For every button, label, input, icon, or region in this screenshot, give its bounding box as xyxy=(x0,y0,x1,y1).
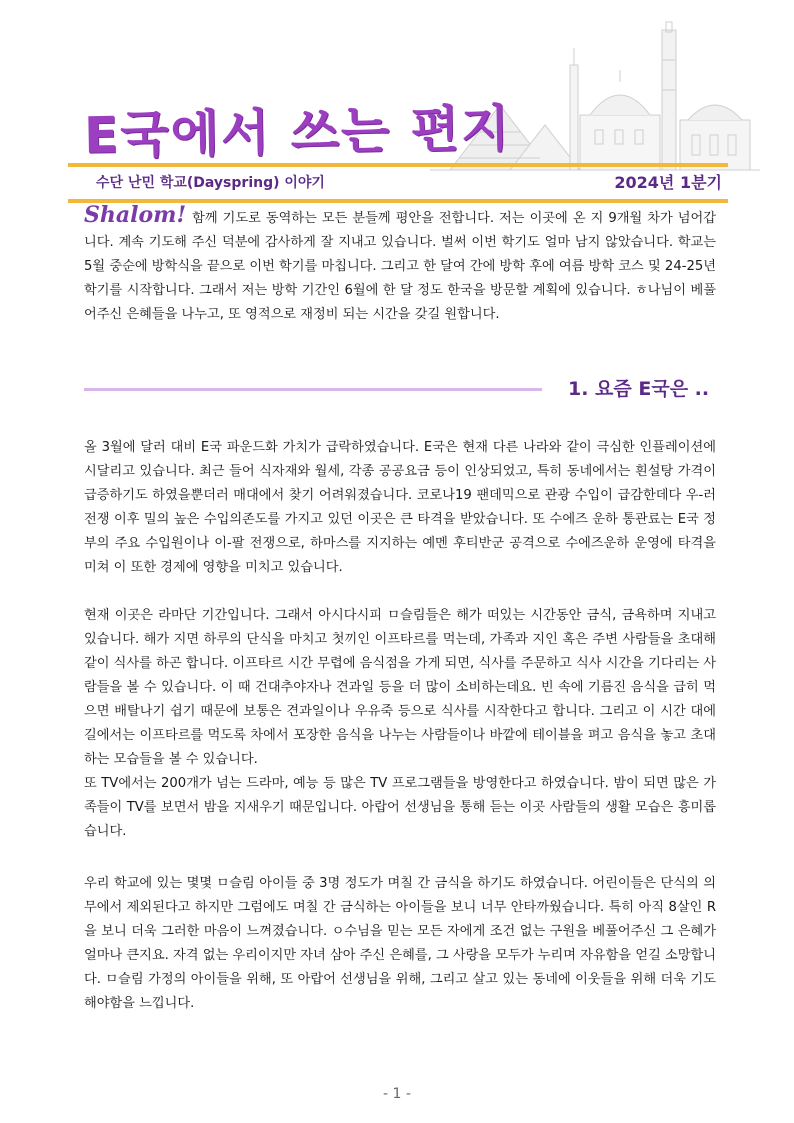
paragraph-ramadan: 현재 이곳은 라마단 기간입니다. 그래서 아시다시피 ㅁ슬림들은 해가 떠있는 시간동안 금식, 금욕하며 지내고 있습니다. 해가 지면 하루의 단식을 마치고 첫끼인 이프타르를 먹는데, 가족과 지인 혹은 주변 사람들을 초대해 같이 식사를 하곤 합니다. 이프타르 시간 무렵에 음식점을 가게 되면, 식사를 주문하고 식사 시간을 기다리는 사람들을 볼 수 있습니다. 이 때 건대추야자나 견과일 등을 더 많이 소비하는데요. 빈 속에 기름진 음식을 급히 먹으면 배탈나기 쉽기 때문에 보통은 견과일이나 우유죽 등으로 식사를 시작한다고 합니다. 그리고 이 시간 대에 길에서는 이프타르를 먹도록 차에서 포장한 음식을 나누는 사람들이나 바깥에 테이블을 펴고 음식을 놓고 초대하는 모습들을 볼 수 있습니다. xyxy=(84,608,716,767)
newsletter-title: E국에서 쓰는 편지 xyxy=(83,99,512,165)
masthead xyxy=(0,0,794,200)
school-subtitle: 수단 난민 학교(Dayspring) 이야기 xyxy=(96,175,325,191)
intro-text: 함께 기도로 동역하는 모든 분들께 평안을 전합니다. 저는 이곳에 온 지 9개월 차가 넘어갑니다. 계속 기도해 주신 덕분에 감사하게 잘 지내고 있습니다. 벌써 이번 학기도 얼마 남지 않았습니다. 학교는 5월 중순에 방학식을 끝으로 이번 학기를 마칩니다. 그리고 한 달여 간에 방학 후에 여름 방학 코스 및 24-25년 학기를 시작합니다. 그래서 저는 방학 기간인 6월에 한 달 정도 한국을 방문할 계획에 있습니다. ㅎ나님이 베풀어주신 은혜들을 나누고, 또 영적으로 재정비 되는 시간을 갖길 원합니다. xyxy=(84,211,716,322)
paragraph-economy: 올 3월에 달러 대비 E국 파운드화 가치가 급락하였습니다. E국은 현재 다른 나라와 같이 극심한 인플레이션에 시달리고 있습니다. 최근 들어 식자재와 월세, 각종 공공요금 등이 인상되었고, 특히 동네에서는 흰설탕 가격이 급증하기도 하였을뿐더러 매대에서 찾기 어려워졌습니다. 코로나19 팬데믹으로 관광 수입이 급감한데다 우-러 전쟁 이후 밀의 높은 수입의존도를 가지고 있던 이곳은 큰 타격을 받았습니다. 또 수에즈 운하 통관료는 E국 정부의 주요 수입원이나 이-팔 전쟁으로, 하마스를 지지하는 예멘 후티반군 공격으로 수에즈운하 운영에 타격을 미쳐 이 또한 경제에 영향을 미치고 있습니다. xyxy=(84,440,716,575)
issue-label: 2024년 1분기 xyxy=(614,173,722,192)
intro-paragraph xyxy=(84,203,716,327)
greeting: Shalom! xyxy=(84,202,187,228)
section-divider xyxy=(84,388,542,391)
header-band xyxy=(68,163,728,203)
paragraph-tv: 또 TV에서는 200개가 넘는 드라마, 예능 등 많은 TV 프로그램들을 방영한다고 하였습니다. 밤이 되면 많은 가족들이 TV를 보면서 밤을 지새우기 때문입니다. 아랍어 선생님을 통해 듣는 이곳 사람들의 생활 모습은 흥미롭습니다. xyxy=(84,776,716,839)
section-heading: 1. 요즘 E국은 .. xyxy=(568,378,710,400)
page-number: - 1 - xyxy=(383,1086,411,1102)
paragraph-school: 우리 학교에 있는 몇몇 ㅁ슬림 아이들 중 3명 정도가 며칠 간 금식을 하기도 하였습니다. 어린이들은 단식의 의무에서 제외된다고 하지만 그럼에도 며칠 간 금식하는 아이들을 보니 너무 안타까웠습니다. 특히 아직 8살인 R을 보니 더욱 그러한 마음이 느껴졌습니다. ㅇ수님을 믿는 모든 자에게 조건 없는 구원을 베풀어주신 그 은혜가 얼마나 큰지요. 자격 없는 우리이지만 자녀 삼아 주신 은혜를, 그 사랑을 모두가 누리며 자유함을 얻길 소망합니다. ㅁ슬림 가정의 아이들을 위해, 또 아랍어 선생님을 위해, 그리고 살고 있는 동네에 이웃들을 위해 더욱 기도해야함을 느낍니다. xyxy=(84,876,716,1011)
